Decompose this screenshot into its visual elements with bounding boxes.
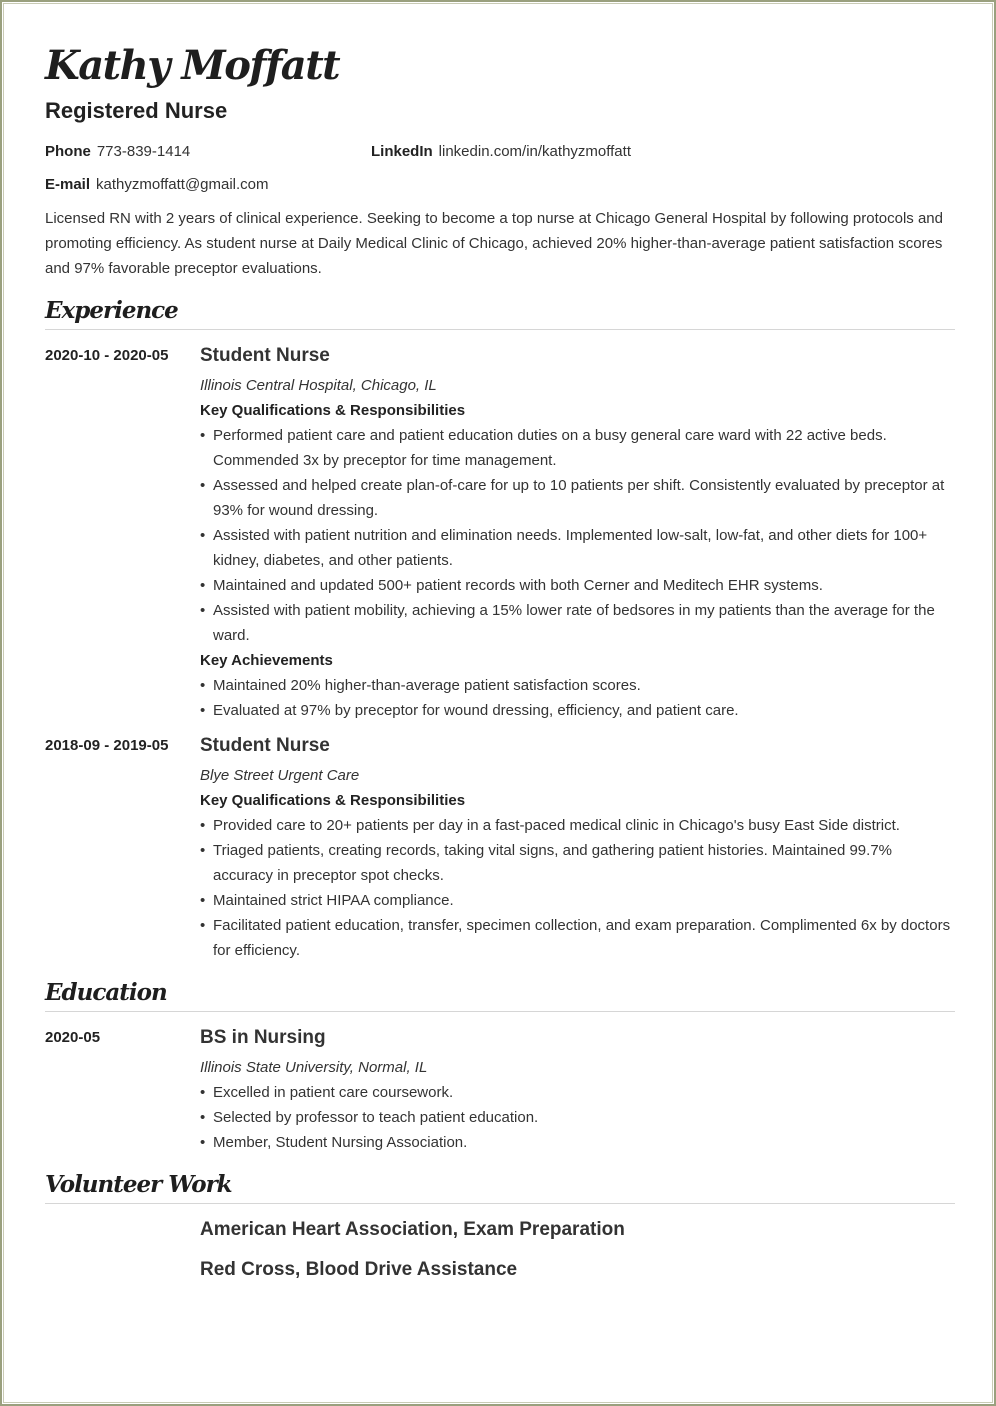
achievements-list xyxy=(200,673,955,723)
qualifications-list xyxy=(200,813,955,963)
contact-email xyxy=(45,175,269,195)
candidate-role: Registered Nurse xyxy=(45,98,228,123)
education-entry xyxy=(45,1023,955,1155)
education-list xyxy=(200,1080,955,1155)
linkedin-label: LinkedIn xyxy=(371,143,433,160)
list-item: • Provided care to 20+ patients per day in a fast-paced medical clinic in Chicago's busy East Side district. xyxy=(200,813,955,838)
volunteer-item: Red Cross, Blood Drive Assistance xyxy=(200,1259,518,1280)
employer: Blye Street Urgent Care xyxy=(200,767,360,784)
education-heading: Education xyxy=(45,977,955,1012)
contact-block xyxy=(45,142,955,212)
qualifications-list xyxy=(200,423,955,648)
education-section xyxy=(45,977,955,1155)
email-link[interactable]: kathyzmoffatt@gmail.com xyxy=(96,176,269,193)
list-item: • Assisted with patient mobility, achieving a 15% lower rate of bedsores in my patients than the average for the ward. xyxy=(200,598,955,648)
job-title: Student Nurse xyxy=(200,735,330,756)
list-item: • Performed patient care and patient education duties on a busy general care ward with 22 active beds. Commended 3x by preceptor for time management. xyxy=(200,423,955,473)
resume-content xyxy=(45,38,955,1295)
list-item: • Excelled in patient care coursework. xyxy=(200,1080,955,1105)
contact-linkedin xyxy=(371,142,631,162)
phone-label: Phone xyxy=(45,143,91,160)
list-item: • Assessed and helped create plan-of-care for up to 10 patients per shift. Consistently evaluated by preceptor at 93% for wound dressing. xyxy=(200,473,955,523)
list-item: • Facilitated patient education, transfer, specimen collection, and exam preparation. Complimented 6x by doctors for efficiency. xyxy=(200,913,955,963)
email-label: E-mail xyxy=(45,176,91,193)
employer: Illinois Central Hospital, Chicago, IL xyxy=(200,377,437,394)
list-item: • Assisted with patient nutrition and elimination needs. Implemented low-salt, low-fat, and other diets for 100+ kidney, diabetes, and other patients. xyxy=(200,523,955,573)
volunteer-section xyxy=(45,1169,955,1285)
linkedin-link[interactable]: linkedin.com/in/kathyzmoffatt xyxy=(438,143,631,160)
contact-phone xyxy=(45,142,190,162)
list-item: • Maintained strict HIPAA compliance. xyxy=(200,888,955,913)
achievements-heading: Key Achievements xyxy=(200,652,333,669)
qualifications-heading: Key Qualifications & Responsibilities xyxy=(200,402,466,419)
list-item: • Maintained 20% higher-than-average patient satisfaction scores. xyxy=(200,673,955,698)
entry-date: 2020-05 xyxy=(45,1029,101,1046)
list-item: • Selected by professor to teach patient education. xyxy=(200,1105,955,1130)
list-item: • Evaluated at 97% by preceptor for wound dressing, efficiency, and patient care. xyxy=(200,698,955,723)
volunteer-item: American Heart Association, Exam Preparation xyxy=(200,1219,625,1240)
volunteer-entry xyxy=(45,1215,955,1285)
list-item: • Triaged patients, creating records, taking vital signs, and gathering patient histories. Maintained 99.7% accuracy in preceptor spot checks. xyxy=(200,838,955,888)
qualifications-heading: Key Qualifications & Responsibilities xyxy=(200,792,466,809)
job-title: Student Nurse xyxy=(200,345,330,366)
degree-title: BS in Nursing xyxy=(200,1027,326,1048)
candidate-name: Kathy Moffatt xyxy=(45,42,340,89)
experience-heading: Experience xyxy=(45,295,955,330)
experience-entry xyxy=(45,731,955,963)
list-item: • Member, Student Nursing Association. xyxy=(200,1130,955,1155)
profile-summary: Licensed RN with 2 years of clinical experience. Seeking to become a top nurse at Chicago General Hospital by following protocols and promoting efficiency. As student nurse at Daily Medical Clinic of Chicago, achieved 20% higher-than-average patient satisfaction scores and 97% favorable preceptor evaluations. xyxy=(45,210,943,277)
entry-date: 2018-09 - 2019-05 xyxy=(45,737,169,754)
entry-date: 2020-10 - 2020-05 xyxy=(45,347,169,364)
institution: Illinois State University, Normal, IL xyxy=(200,1059,428,1076)
experience-entry xyxy=(45,341,955,723)
volunteer-heading: Volunteer Work xyxy=(45,1169,955,1204)
list-item: • Maintained and updated 500+ patient records with both Cerner and Meditech EHR systems. xyxy=(200,573,955,598)
experience-section xyxy=(45,295,955,963)
phone-value: 773-839-1414 xyxy=(96,143,191,160)
